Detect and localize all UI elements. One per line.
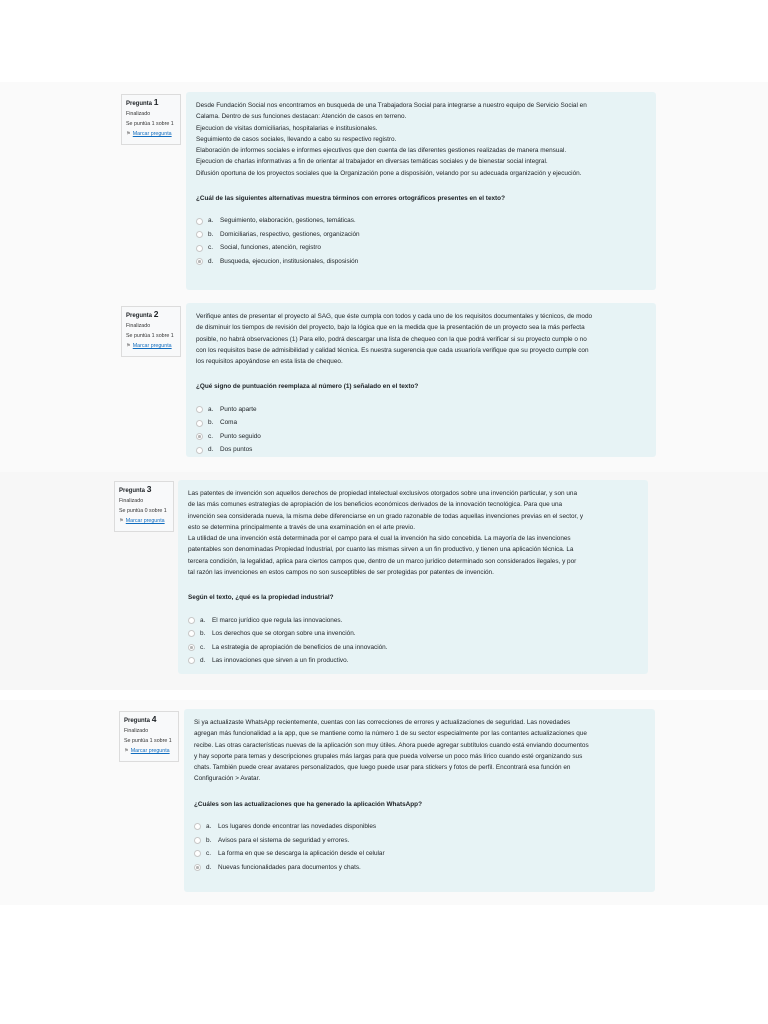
- answer-options: [196, 403, 646, 457]
- radio-button[interactable]: [188, 657, 195, 664]
- answer-letter: d.: [208, 446, 214, 454]
- answer-text: Busqueda, ejecucion, institusionales, disposisión: [220, 257, 359, 265]
- question-info: [119, 711, 179, 762]
- question-text-line: de disminuir los tiempos de revisión del proyecto, bajo la lógica que en la medida que la presentación de un proyecto sea la más perfecta: [196, 324, 585, 332]
- answer-option-c[interactable]: [194, 847, 645, 861]
- question-label: Pregunta: [119, 488, 146, 494]
- question-text-line: Elaboración de informes sociales e informes ejecutivos que den cuenta de las diferentes gestiones realizadas de manera mensual.: [196, 147, 567, 155]
- question-label: Pregunta: [126, 313, 153, 319]
- answer-option-a[interactable]: [194, 820, 645, 834]
- answer-option-a[interactable]: [196, 214, 646, 228]
- question-prompt: ¿Cuál de las siguientes alternativas muestra términos con errores ortográficos presentes en el texto?: [196, 195, 505, 203]
- question-score: Se puntúa 1 sobre 1: [126, 121, 174, 127]
- answer-option-d[interactable]: [188, 654, 638, 668]
- question-text-line: de las más comunes estrategias de apropiación de los beneficios económicos derivados de la innovación tecnológica. Para que una: [188, 501, 563, 509]
- radio-button[interactable]: [188, 630, 195, 637]
- answer-letter: c.: [200, 643, 205, 651]
- question-label: Pregunta: [124, 718, 151, 724]
- radio-button[interactable]: [196, 218, 203, 225]
- radio-button[interactable]: [196, 231, 203, 238]
- answer-letter: a.: [208, 405, 214, 413]
- answer-options: [196, 214, 646, 268]
- answer-letter: b.: [208, 230, 214, 238]
- question-text-line: Si ya actualizaste WhatsApp recientemente, cuentas con las correcciones de errores y actualizaciones de seguridad. Las novedades: [194, 719, 571, 726]
- answer-option-c[interactable]: [196, 430, 646, 444]
- radio-button[interactable]: [196, 258, 203, 265]
- answer-text: Las innovaciones que sirven a un fin productivo.: [212, 657, 349, 665]
- answer-text: Punto seguido: [220, 432, 261, 440]
- flag-icon: ⚑: [124, 748, 129, 754]
- flag-icon: ⚑: [126, 131, 131, 137]
- question-status: Finalizado: [119, 498, 144, 504]
- question-number: 2: [153, 309, 159, 319]
- answer-text: Coma: [220, 419, 238, 427]
- answer-letter: c.: [206, 850, 211, 858]
- question-text: [188, 488, 638, 578]
- question-text-line: tercera condición, la legalidad, aplica para ciertos campos que, dentro de un marco jurídico determinado son considerados ilegales, y por: [188, 557, 577, 565]
- radio-button[interactable]: [196, 433, 203, 440]
- question-score: Se puntúa 1 sobre 1: [126, 333, 174, 339]
- radio-button[interactable]: [196, 245, 203, 252]
- question-text-line: posible, no habrá observaciones (1) Para ello, podrá descargar una lista de chequeo con la que podrá verificar si su proyecto cumple o no: [196, 335, 587, 343]
- answer-letter: d.: [208, 257, 214, 265]
- question-prompt: ¿Qué signo de puntuación reemplaza al número (1) señalado en el texto?: [196, 383, 419, 391]
- question-text-line: invención sea considerada nueva, la misma debe diferenciarse en un grado razonable de todas aquellas invenciones previas en el sector, y: [188, 512, 584, 520]
- question-text-line: patentables son denominadas Propiedad Industrial, por cuanto las mismas sirven a un fin productivo, y tienen una aplicación técnica. La: [188, 546, 574, 554]
- answer-option-d[interactable]: [196, 443, 646, 457]
- question-prompt: ¿Cuáles son las actualizaciones que ha generado la aplicación WhatsApp?: [194, 800, 422, 808]
- question-prompt: Según el texto, ¿qué es la propiedad industrial?: [188, 594, 334, 602]
- question-text-line: chats. También puede crear avatares personalizados, que luego puede usar para stickers y fotos de perfil. Encontrará esa función en: [194, 764, 571, 772]
- question-text-line: Desde Fundación Social nos encontramos en busqueda de una Trabajadora Social para integrarse a nuestro equipo de Servicio Social en: [196, 102, 587, 109]
- answer-text: Seguimiento, elaboración, gestiones, temáticas.: [220, 217, 356, 225]
- answer-text: El marco jurídico que regula las innovaciones.: [212, 616, 343, 624]
- answer-options: [188, 614, 638, 668]
- flag-question-label[interactable]: Marcar pregunta: [130, 748, 170, 754]
- question-title: [126, 99, 176, 108]
- answer-option-b[interactable]: [188, 627, 638, 641]
- question-status: Finalizado: [124, 728, 149, 734]
- flag-icon: ⚑: [119, 518, 124, 524]
- question-content: [186, 92, 656, 290]
- answer-option-d[interactable]: [194, 861, 645, 875]
- answer-text: Los derechos que se otorgan sobre una invención.: [212, 630, 356, 638]
- radio-button[interactable]: [196, 420, 203, 427]
- question-text-line: y hay soporte para temas y descripciones grupales más largas para que pueda volverse un poco más lírico cuando esté organizando sus: [194, 752, 583, 760]
- answer-text: Punto aparte: [220, 405, 257, 413]
- answer-letter: c.: [208, 432, 213, 440]
- answer-text: La forma en que se descarga la aplicación desde el celular: [218, 850, 385, 858]
- question-text-line: con los requisitos base de admisibilidad y calidad técnica. Es nuestra sugerencia que cada usuario/a verifique que su proyecto cumple con: [196, 346, 589, 354]
- answer-option-b[interactable]: [196, 228, 646, 242]
- flag-question-link[interactable]: [126, 343, 176, 350]
- question-title: [124, 716, 174, 725]
- question-title: [119, 486, 169, 495]
- question-number: 3: [146, 484, 152, 494]
- question-text-line: Las patentes de invención son aquellos derechos de propiedad intelectual exclusivos otorgados sobre una invención particular, y son una: [188, 490, 578, 497]
- question-text-line: agregan más funcionalidad a la app, que se mantiene como la número 1 de su sector especialmente por las contantes actualizaciones que: [194, 730, 587, 738]
- radio-button[interactable]: [194, 837, 201, 844]
- flag-question-label[interactable]: Marcar pregunta: [125, 518, 165, 524]
- question-text-line: Verifique antes de presentar el proyecto al SAG, que éste cumpla con todos y cada uno de los requisitos documentales y técnicos, de modo: [196, 313, 593, 320]
- flag-question-label[interactable]: Marcar pregunta: [132, 343, 172, 349]
- question-text-line: La utilidad de una invención está determinada por el campo para el cual la invención ha sido concebida. La mayoría de las invenciones: [188, 535, 571, 543]
- answer-option-c[interactable]: [196, 241, 646, 255]
- question-number: 4: [151, 714, 157, 724]
- question-number: 1: [153, 97, 159, 107]
- question-score: Se puntúa 1 sobre 1: [124, 738, 172, 744]
- answer-option-a[interactable]: [196, 403, 646, 417]
- question-text-line: Calama. Dentro de sus funciones destacan: Atención de casos en terreno.: [196, 113, 407, 121]
- question-text-line: Difusión oportuna de los proyectos sociales que la Organización pone a disposisión, velando por su adecuada organización y ejecución.: [196, 169, 582, 177]
- answer-letter: b.: [200, 630, 206, 638]
- answer-text: Social, funciones, atención, registro: [220, 244, 321, 252]
- flag-question-link[interactable]: [126, 131, 176, 138]
- question-text-line: Ejecucion de charlas informativas a fin de orientar al trabajador en diversas temáticas sociales y de bienestar social integral.: [196, 158, 548, 166]
- question-title: [126, 311, 176, 320]
- answer-letter: b.: [208, 419, 214, 427]
- answer-text: Los lugares donde encontrar las novedades disponibles: [218, 823, 377, 831]
- answer-letter: a.: [200, 616, 206, 624]
- question-status: Finalizado: [126, 111, 151, 117]
- question-text: [196, 311, 646, 367]
- question-text-line: esto se determina principalmente a través de una examinación en el arte previo.: [188, 523, 415, 531]
- flag-question-link[interactable]: [124, 748, 174, 755]
- answer-text: Avisos para el sistema de seguridad y errores.: [218, 836, 350, 844]
- question-info: [121, 94, 181, 145]
- question-info: [121, 306, 181, 357]
- answer-letter: c.: [208, 244, 213, 252]
- radio-button[interactable]: [196, 447, 203, 454]
- radio-button[interactable]: [188, 644, 195, 651]
- answer-text: Dos puntos: [220, 446, 253, 454]
- question-text: [196, 100, 646, 179]
- question-content: [178, 480, 648, 674]
- radio-button[interactable]: [194, 823, 201, 830]
- question-info: [114, 481, 174, 532]
- radio-button[interactable]: [196, 406, 203, 413]
- question-text-line: recibe. Las otras características nuevas de la aplicación son muy útiles. Ahora puede agregar subtítulos cuando está enviando documentos: [194, 741, 589, 749]
- answer-letter: b.: [206, 836, 212, 844]
- question-score: Se puntúa 0 sobre 1: [119, 508, 167, 514]
- question-text-line: Seguimiento de casos sociales, llevando a cabo su respectivo registro.: [196, 135, 397, 143]
- answer-option-c[interactable]: [188, 641, 638, 655]
- question-content: [186, 303, 656, 457]
- answer-option-a[interactable]: [188, 614, 638, 628]
- radio-button[interactable]: [194, 864, 201, 871]
- question-text-line: Ejecucion de visitas domiciliarias, hospitalarias e institusionales.: [196, 124, 378, 132]
- flag-question-label[interactable]: Marcar pregunta: [132, 131, 172, 137]
- answer-letter: a.: [206, 823, 212, 831]
- answer-letter: a.: [208, 217, 214, 225]
- radio-button[interactable]: [188, 617, 195, 624]
- flag-icon: ⚑: [126, 343, 131, 349]
- answer-option-b[interactable]: [194, 834, 645, 848]
- flag-question-link[interactable]: [119, 518, 169, 525]
- radio-button[interactable]: [194, 850, 201, 857]
- answer-text: Nuevas funcionalidades para documentos y chats.: [218, 863, 361, 871]
- question-text-line: Configuración > Avatar.: [194, 775, 261, 783]
- answer-text: La estrategia de apropiación de beneficios de una innovación.: [212, 643, 388, 651]
- question-status: Finalizado: [126, 323, 151, 329]
- answer-letter: d.: [200, 657, 206, 665]
- question-text: [194, 717, 645, 785]
- answer-letter: d.: [206, 863, 212, 871]
- answer-option-b[interactable]: [196, 416, 646, 430]
- answer-options: [194, 820, 645, 874]
- answer-option-d[interactable]: [196, 255, 646, 269]
- question-text-line: tal razón las invenciones en estos campos no son susceptibles de ser protegidas por patentes de invención.: [188, 569, 494, 577]
- question-content: [184, 709, 655, 892]
- question-text-line: los requisitos apoyándose en esta lista de chequeo.: [196, 358, 343, 366]
- question-label: Pregunta: [126, 101, 153, 107]
- answer-text: Domiciliarias, respectivo, gestiones, organización: [220, 230, 360, 238]
